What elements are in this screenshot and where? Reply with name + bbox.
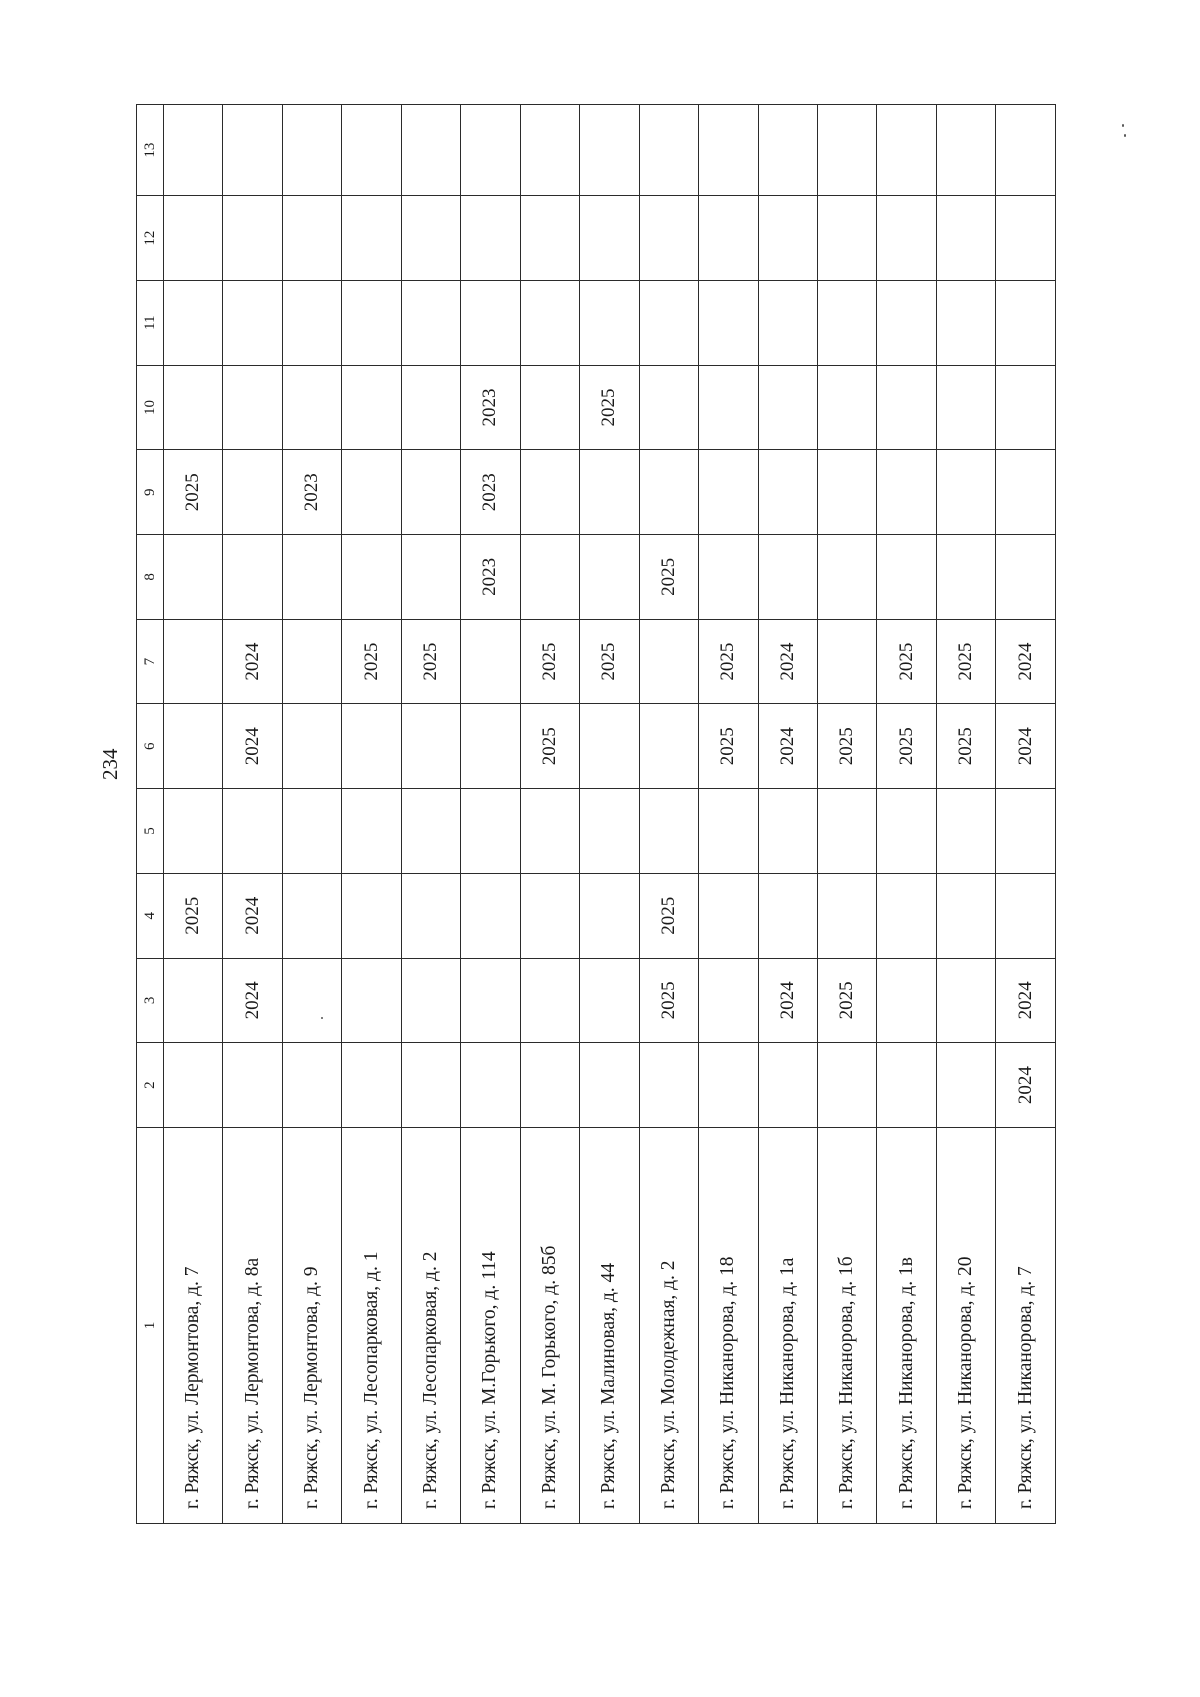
- year-cell-col-11: [282, 280, 341, 365]
- year-cell-col-2: [164, 1043, 223, 1128]
- year-cell-col-8: 2023: [461, 535, 520, 620]
- year-cell-col-8: [401, 535, 460, 620]
- year-cell-col-11: [817, 280, 876, 365]
- year-cell-col-8: [996, 535, 1056, 620]
- year-cell-col-10: [699, 365, 758, 450]
- year-cell-col-12: [817, 196, 876, 281]
- year-cell-col-3: [164, 958, 223, 1043]
- year-cell-col-8: [877, 535, 936, 620]
- address-cell: г. Ряжск, ул. Лермонтова, д. 9: [282, 1127, 341, 1523]
- year-cell-col-6: [164, 704, 223, 789]
- year-cell-col-4: [401, 873, 460, 958]
- year-cell-col-13: [758, 105, 817, 196]
- year-cell-col-7: [817, 619, 876, 704]
- year-cell-col-8: [580, 535, 639, 620]
- column-header-10: 10: [137, 365, 164, 450]
- year-cell-col-5: [461, 789, 520, 874]
- year-cell-col-12: [699, 196, 758, 281]
- year-cell-col-13: [461, 105, 520, 196]
- column-header-5: 5: [137, 789, 164, 874]
- table-body: [164, 105, 1056, 1524]
- year-cell-col-6: 2025: [817, 704, 876, 789]
- year-cell-col-4: [699, 873, 758, 958]
- year-cell-col-2: [520, 1043, 579, 1128]
- table-row: [817, 105, 876, 1524]
- year-cell-col-12: [580, 196, 639, 281]
- year-cell-col-9: [758, 450, 817, 535]
- year-cell-col-5: [877, 789, 936, 874]
- year-cell-col-2: [936, 1043, 995, 1128]
- year-cell-col-13: [817, 105, 876, 196]
- address-cell: г. Ряжск, ул. Лесопарковая, д. 2: [401, 1127, 460, 1523]
- page-number: 234: [98, 748, 122, 780]
- year-cell-col-3: 2025: [639, 958, 698, 1043]
- address-cell: г. Ряжск, ул. Никанорова, д. 1в: [877, 1127, 936, 1523]
- year-cell-col-2: [282, 1043, 341, 1128]
- column-header-6: 6: [137, 704, 164, 789]
- address-cell: г. Ряжск, ул. Никанорова, д. 1а: [758, 1127, 817, 1523]
- table-row: [639, 105, 698, 1524]
- year-cell-col-13: [164, 105, 223, 196]
- year-cell-col-3: 2024: [758, 958, 817, 1043]
- address-cell: г. Ряжск, ул. Лесопарковая, д. 1: [342, 1127, 401, 1523]
- year-cell-col-11: [580, 280, 639, 365]
- year-cell-col-6: [401, 704, 460, 789]
- column-header-7: 7: [137, 619, 164, 704]
- year-cell-col-10: [639, 365, 698, 450]
- table-row: [223, 105, 282, 1524]
- year-cell-col-5: [758, 789, 817, 874]
- year-cell-col-3: [401, 958, 460, 1043]
- year-cell-col-6: [282, 704, 341, 789]
- year-cell-col-9: [996, 450, 1056, 535]
- year-cell-col-12: [223, 196, 282, 281]
- year-cell-col-13: [996, 105, 1056, 196]
- year-cell-col-3: 2024: [223, 958, 282, 1043]
- year-cell-col-5: [936, 789, 995, 874]
- year-cell-col-6: [580, 704, 639, 789]
- year-cell-col-11: [877, 280, 936, 365]
- address-cell: г. Ряжск, ул. Молодежная, д. 2: [639, 1127, 698, 1523]
- year-cell-col-12: [461, 196, 520, 281]
- year-cell-col-5: [223, 789, 282, 874]
- year-cell-col-2: 2024: [996, 1043, 1056, 1128]
- table-row: [342, 105, 401, 1524]
- year-cell-col-2: [580, 1043, 639, 1128]
- year-cell-col-10: [877, 365, 936, 450]
- year-cell-col-5: [580, 789, 639, 874]
- year-cell-col-3: [342, 958, 401, 1043]
- year-cell-col-9: [639, 450, 698, 535]
- year-cell-col-2: [758, 1043, 817, 1128]
- year-cell-col-13: [699, 105, 758, 196]
- year-cell-col-7: 2025: [342, 619, 401, 704]
- year-cell-col-6: 2025: [699, 704, 758, 789]
- year-cell-col-3: [699, 958, 758, 1043]
- year-cell-col-5: [817, 789, 876, 874]
- year-cell-col-5: [164, 789, 223, 874]
- year-cell-col-10: [996, 365, 1056, 450]
- year-cell-col-13: [342, 105, 401, 196]
- year-cell-col-13: [401, 105, 460, 196]
- year-cell-col-4: [520, 873, 579, 958]
- year-cell-col-10: 2025: [580, 365, 639, 450]
- year-cell-col-13: [639, 105, 698, 196]
- scan-speck: [1124, 134, 1126, 137]
- column-header-3: 3: [137, 958, 164, 1043]
- year-cell-col-4: 2024: [223, 873, 282, 958]
- address-cell: г. Ряжск, ул. Лермонтова, д. 8а: [223, 1127, 282, 1523]
- year-cell-col-7: [282, 619, 341, 704]
- year-cell-col-6: 2025: [877, 704, 936, 789]
- table-header-row: [137, 105, 164, 1524]
- column-header-12: 12: [137, 196, 164, 281]
- table-row: [164, 105, 223, 1524]
- year-cell-col-9: [699, 450, 758, 535]
- year-cell-col-3: [520, 958, 579, 1043]
- year-cell-col-4: 2025: [639, 873, 698, 958]
- year-cell-col-12: [282, 196, 341, 281]
- year-cell-col-4: [342, 873, 401, 958]
- table-row: [282, 105, 341, 1524]
- address-cell: г. Ряжск, ул. Никанорова, д. 18: [699, 1127, 758, 1523]
- year-cell-col-2: [223, 1043, 282, 1128]
- year-cell-col-3: [580, 958, 639, 1043]
- scan-speck: [1122, 124, 1124, 127]
- year-cell-col-12: [164, 196, 223, 281]
- year-cell-col-9: [817, 450, 876, 535]
- address-cell: г. Ряжск, ул. Никанорова, д. 7: [996, 1127, 1056, 1523]
- address-cell: г. Ряжск, ул. Никанорова, д. 20: [936, 1127, 995, 1523]
- column-header-8: 8: [137, 535, 164, 620]
- column-header-1: 1: [137, 1127, 164, 1523]
- year-cell-col-8: [817, 535, 876, 620]
- year-cell-col-12: [639, 196, 698, 281]
- year-cell-col-11: [342, 280, 401, 365]
- year-cell-col-2: [877, 1043, 936, 1128]
- year-cell-col-9: [520, 450, 579, 535]
- table-row: [699, 105, 758, 1524]
- table-row: [520, 105, 579, 1524]
- address-cell: г. Ряжск, ул. М.Горького, д. 114: [461, 1127, 520, 1523]
- year-cell-col-8: [282, 535, 341, 620]
- year-cell-col-4: [817, 873, 876, 958]
- year-cell-col-12: [342, 196, 401, 281]
- table-container: [136, 104, 1056, 1524]
- table-row: [996, 105, 1056, 1524]
- year-cell-col-4: [936, 873, 995, 958]
- table-row: [758, 105, 817, 1524]
- year-cell-col-6: [342, 704, 401, 789]
- year-cell-col-8: [223, 535, 282, 620]
- year-cell-col-7: 2024: [758, 619, 817, 704]
- year-cell-col-8: 2025: [639, 535, 698, 620]
- year-cell-col-2: [639, 1043, 698, 1128]
- year-cell-col-2: [699, 1043, 758, 1128]
- year-cell-col-6: 2024: [223, 704, 282, 789]
- year-cell-col-7: 2025: [520, 619, 579, 704]
- year-cell-col-5: [282, 789, 341, 874]
- year-cell-col-4: [282, 873, 341, 958]
- year-cell-col-4: [580, 873, 639, 958]
- year-cell-col-11: [520, 280, 579, 365]
- year-cell-col-6: [639, 704, 698, 789]
- year-cell-col-10: [817, 365, 876, 450]
- year-cell-col-5: [996, 789, 1056, 874]
- year-cell-col-11: [758, 280, 817, 365]
- year-cell-col-11: [401, 280, 460, 365]
- year-cell-col-10: [936, 365, 995, 450]
- year-cell-col-8: [342, 535, 401, 620]
- year-cell-col-7: [164, 619, 223, 704]
- year-cell-col-7: 2025: [699, 619, 758, 704]
- year-cell-col-9: [223, 450, 282, 535]
- year-cell-col-7: 2024: [996, 619, 1056, 704]
- year-cell-col-9: [342, 450, 401, 535]
- year-cell-col-7: [639, 619, 698, 704]
- year-cell-col-13: [580, 105, 639, 196]
- year-cell-col-10: [223, 365, 282, 450]
- year-cell-col-13: [520, 105, 579, 196]
- column-header-9: 9: [137, 450, 164, 535]
- year-cell-col-8: [699, 535, 758, 620]
- year-cell-col-13: [282, 105, 341, 196]
- address-cell: г. Ряжск, ул. Малиновая, д. 44: [580, 1127, 639, 1523]
- year-cell-col-12: [996, 196, 1056, 281]
- year-cell-col-7: 2025: [936, 619, 995, 704]
- year-cell-col-3: [461, 958, 520, 1043]
- year-cell-col-6: 2025: [520, 704, 579, 789]
- year-cell-col-3: [282, 958, 341, 1043]
- year-cell-col-11: [461, 280, 520, 365]
- year-cell-col-10: [401, 365, 460, 450]
- year-cell-col-7: 2024: [223, 619, 282, 704]
- year-cell-col-9: [580, 450, 639, 535]
- year-cell-col-6: 2024: [996, 704, 1056, 789]
- year-cell-col-5: [520, 789, 579, 874]
- year-cell-col-2: [817, 1043, 876, 1128]
- year-cell-col-13: [936, 105, 995, 196]
- year-cell-col-2: [461, 1043, 520, 1128]
- address-cell: г. Ряжск, ул. М. Горького, д. 85б: [520, 1127, 579, 1523]
- year-cell-col-8: [164, 535, 223, 620]
- scan-speck: [321, 1017, 323, 1019]
- table-row: [461, 105, 520, 1524]
- year-cell-col-12: [877, 196, 936, 281]
- schedule-table: [136, 104, 1056, 1524]
- year-cell-col-5: [401, 789, 460, 874]
- year-cell-col-11: [996, 280, 1056, 365]
- year-cell-col-10: [520, 365, 579, 450]
- year-cell-col-6: 2025: [936, 704, 995, 789]
- year-cell-col-7: [461, 619, 520, 704]
- year-cell-col-9: [936, 450, 995, 535]
- year-cell-col-10: [164, 365, 223, 450]
- year-cell-col-4: [996, 873, 1056, 958]
- year-cell-col-11: [936, 280, 995, 365]
- table-row: [877, 105, 936, 1524]
- address-cell: г. Ряжск, ул. Никанорова, д. 1б: [817, 1127, 876, 1523]
- year-cell-col-4: [877, 873, 936, 958]
- year-cell-col-10: [342, 365, 401, 450]
- year-cell-col-6: 2024: [758, 704, 817, 789]
- year-cell-col-7: 2025: [877, 619, 936, 704]
- year-cell-col-3: 2025: [817, 958, 876, 1043]
- year-cell-col-10: [758, 365, 817, 450]
- year-cell-col-4: [461, 873, 520, 958]
- year-cell-col-13: [877, 105, 936, 196]
- year-cell-col-12: [758, 196, 817, 281]
- year-cell-col-4: 2025: [164, 873, 223, 958]
- year-cell-col-3: 2024: [996, 958, 1056, 1043]
- year-cell-col-12: [520, 196, 579, 281]
- year-cell-col-11: [639, 280, 698, 365]
- column-header-4: 4: [137, 873, 164, 958]
- table-row: [401, 105, 460, 1524]
- year-cell-col-6: [461, 704, 520, 789]
- year-cell-col-3: [936, 958, 995, 1043]
- address-cell: г. Ряжск, ул. Лермонтова, д. 7: [164, 1127, 223, 1523]
- table-row: [580, 105, 639, 1524]
- year-cell-col-10: [282, 365, 341, 450]
- year-cell-col-9: 2025: [164, 450, 223, 535]
- table-row: [936, 105, 995, 1524]
- year-cell-col-11: [223, 280, 282, 365]
- year-cell-col-9: 2023: [461, 450, 520, 535]
- year-cell-col-11: [699, 280, 758, 365]
- column-header-13: 13: [137, 105, 164, 196]
- year-cell-col-4: [758, 873, 817, 958]
- column-header-11: 11: [137, 280, 164, 365]
- year-cell-col-12: [936, 196, 995, 281]
- year-cell-col-11: [164, 280, 223, 365]
- year-cell-col-2: [342, 1043, 401, 1128]
- year-cell-col-3: [877, 958, 936, 1043]
- year-cell-col-12: [401, 196, 460, 281]
- year-cell-col-5: [639, 789, 698, 874]
- year-cell-col-8: [520, 535, 579, 620]
- year-cell-col-2: [401, 1043, 460, 1128]
- column-header-2: 2: [137, 1043, 164, 1128]
- year-cell-col-9: [401, 450, 460, 535]
- year-cell-col-5: [342, 789, 401, 874]
- year-cell-col-7: 2025: [580, 619, 639, 704]
- year-cell-col-9: [877, 450, 936, 535]
- year-cell-col-5: [699, 789, 758, 874]
- year-cell-col-13: [223, 105, 282, 196]
- year-cell-col-10: 2023: [461, 365, 520, 450]
- year-cell-col-8: [936, 535, 995, 620]
- year-cell-col-9: 2023: [282, 450, 341, 535]
- year-cell-col-8: [758, 535, 817, 620]
- year-cell-col-7: 2025: [401, 619, 460, 704]
